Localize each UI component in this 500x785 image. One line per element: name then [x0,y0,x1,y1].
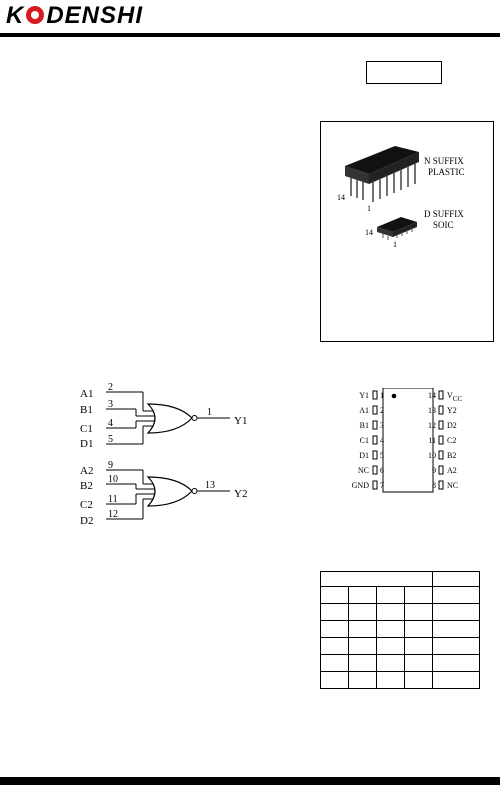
pin-name-b2: B2 [447,451,457,460]
pin-name-c1: C1 [359,436,369,445]
pin1-dot-icon [392,394,397,399]
kodenshi-logo [6,2,143,30]
logo-text-left: K [6,2,25,29]
function-table [320,571,480,689]
pin-label-3: 3 [108,399,113,410]
table-cell [321,604,349,621]
table-row [321,604,480,621]
pin-label-1: 1 [207,407,212,418]
table-cell [321,672,349,689]
table-cell [321,621,349,638]
dip-pin14-label: 14 [337,193,345,202]
table-cell [349,638,377,655]
pin-number-8: 8 [432,481,436,490]
pinout-diagram [340,388,490,498]
pin-number-3: 3 [380,421,384,430]
pin-number-10: 10 [428,451,436,460]
pin-number-12: 12 [428,421,436,430]
input-label-a1: A1 [80,388,94,400]
table-cell [349,672,377,689]
pin-number-1: 1 [380,391,384,400]
table-cell [349,587,377,604]
table-cell [321,572,433,587]
pin-name-y1: Y1 [359,391,369,400]
table-cell [405,655,433,672]
table-cell [349,621,377,638]
nor-gate-2-icon [148,477,192,506]
table-cell [433,572,480,587]
table-cell [433,672,480,689]
output-label-y2: Y2 [234,488,248,500]
table-cell [349,604,377,621]
n-suffix-type-label: PLASTIC [428,167,465,177]
table-cell [405,621,433,638]
pin-name-y2: Y2 [447,406,457,415]
soic-package-icon [377,217,417,240]
d-suffix-type-label: SOIC [433,220,454,230]
table-row [321,587,480,604]
pin-label-12: 12 [108,509,118,520]
package-drawings [321,122,493,341]
header-divider [0,33,500,37]
table-row [321,672,480,689]
soic-pin1-label: 1 [393,240,397,249]
nor-gate-1-icon [148,404,192,433]
pin-number-13: 13 [428,406,436,415]
table-cell [349,655,377,672]
pin-number-14: 14 [428,391,436,400]
pin-number-2: 2 [380,406,384,415]
footer-divider [0,777,500,785]
pin-name-nc-left: NC [357,466,369,475]
pin-name-vcc: VCC [447,391,463,403]
pin-number-4: 4 [380,436,384,445]
table-cell [377,621,405,638]
dip-pin1-label: 1 [367,204,371,213]
pin-label-5: 5 [108,434,113,445]
table-cell [405,587,433,604]
table-cell [405,604,433,621]
pin-name-nc-right: NC [447,481,459,490]
table-cell [433,587,480,604]
table-cell [377,604,405,621]
pin-name-c2: C2 [447,436,457,445]
pin-number-5: 5 [380,451,384,460]
pin-name-gnd: GND [351,481,369,490]
pin-label-10: 10 [108,474,118,485]
pin-number-6: 6 [380,466,384,475]
logic-diagram [70,378,270,528]
soic-pin14-label: 14 [365,228,373,237]
table-row [321,655,480,672]
table-row [321,572,480,587]
pin-number-11: 11 [428,436,436,445]
pin-label-9: 9 [108,460,113,471]
pin-label-13: 13 [205,480,215,491]
logo-circle-icon [26,6,44,24]
nor-gate-1-bubble-icon [192,416,197,421]
pin-number-9: 9 [432,466,436,475]
table-cell [377,587,405,604]
table-cell [321,587,349,604]
table-cell [377,638,405,655]
table-cell [377,655,405,672]
table-cell [377,672,405,689]
input-label-b1: B1 [80,404,93,416]
table-cell [321,638,349,655]
pin-label-4: 4 [108,418,113,429]
ic-body [383,388,433,492]
table-row [321,621,480,638]
input-label-c2: C2 [80,499,93,511]
table-cell [405,672,433,689]
d-suffix-label: D SUFFIX [424,209,464,219]
pin-name-d2: D2 [447,421,457,430]
pin-name-b1: B1 [359,421,369,430]
input-label-b2: B2 [80,480,93,492]
output-label-y1: Y1 [234,415,248,427]
table-row [321,638,480,655]
table-cell [433,604,480,621]
pin-number-7: 7 [380,481,384,490]
pin-name-a1: A1 [359,406,369,415]
logo-text-right: DENSHI [46,2,144,29]
n-suffix-label: N SUFFIX [424,156,464,166]
pin-label-11: 11 [108,494,118,505]
input-label-a2: A2 [80,465,94,477]
dip-package-icon [345,146,419,202]
part-number-box [366,61,442,84]
input-label-d1: D1 [80,438,94,450]
input-label-d2: D2 [80,515,94,527]
table-cell [405,638,433,655]
nor-gate-2-bubble-icon [192,489,197,494]
pin-label-2: 2 [108,382,113,393]
pin-name-a2: A2 [447,466,457,475]
table-cell [433,638,480,655]
table-cell [433,621,480,638]
pin-name-d1: D1 [359,451,369,460]
input-label-c1: C1 [80,423,93,435]
table-cell [321,655,349,672]
table-cell [433,655,480,672]
package-box [320,121,494,342]
